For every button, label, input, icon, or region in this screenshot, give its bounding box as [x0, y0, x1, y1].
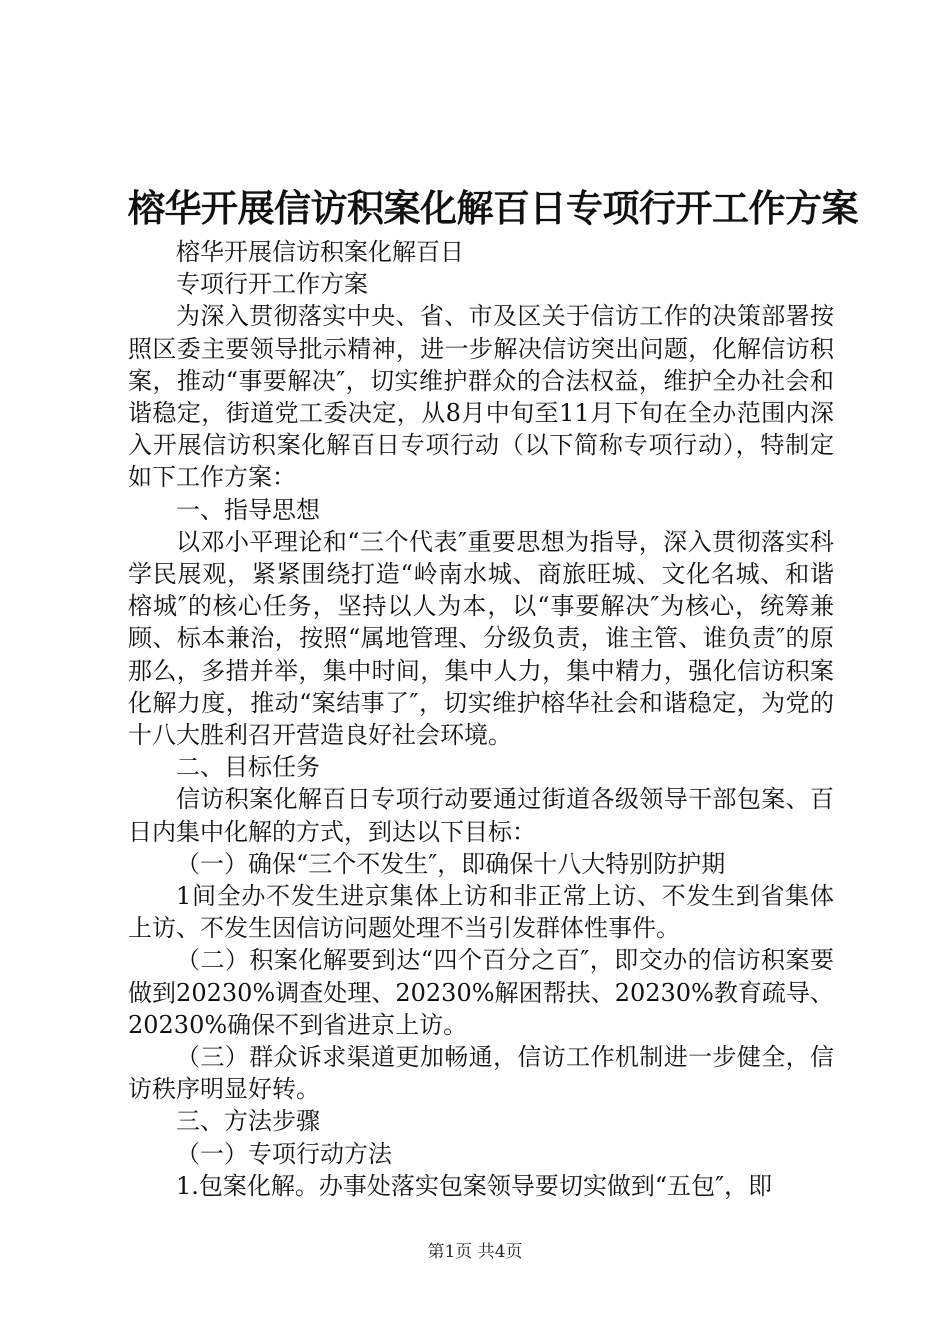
guiding-thought-paragraph: 以邓小平理论和“三个代表″重要思想为指导，深入贯彻落实科学民展观，紧紧围绕打造“岭南水城、商旅旺城、文化名城、和谐榕城″的核心任务，坚持以人为本，以“事要解决″为核心，统筹兼顾、标本兼治，按照“属地管理、分级负责，谁主管、谁负责″的原那么，多措并举，集中时间，集中人力，集中精力，强化信访积案化解力度，推动“案结事了″，切实维护榕华社会和谐稳定，为党的十八大胜利召开营造良好社会环境。: [128, 527, 834, 750]
goal-item-1-continued: 1间全办不发生进京集体上访和非正常上访、不发生到省集体上访、不发生因信访问题处理不当引发群体性事件。: [128, 882, 834, 943]
goal-item-2: （二）积案化解要到达“四个百分之百″，即交办的信访积案要做到20230%调查处理、20230%解困帮扶、20230%教育疏导、20230%确保不到省进京上访。: [128, 946, 834, 1039]
document-title: 榕华开展信访积案化解百日专项行开工作方案: [128, 187, 858, 230]
goal-item-1: （一）确保“三个不发生″，即确保十八大特别防护期: [176, 849, 726, 878]
method-item-1: 1.包案化解。办事处落实包案领导要切实做到“五包″，即: [176, 1171, 773, 1200]
goal-item-3: （三）群众诉求渠道更加畅通，信访工作机制进一步健全，信访秩序明显好转。: [128, 1043, 834, 1104]
section-heading-methods: 三、方法步骤: [176, 1107, 320, 1136]
page-number-footer: 第1页 共4页: [427, 1242, 523, 1262]
intro-paragraph: 为深入贯彻落实中央、省、市及区关于信访工作的决策部署按照区委主要领导批示精神，进一步解决信访突出问题，化解信访积案，推动“事要解决″，切实维护群众的合法权益，维护全办社会和谐稳定，街道党工委决定，从8月中旬至11月下旬在全办范围内深入开展信访积案化解百日专项行动（以下简称专项行动），特制定如下工作方案：: [128, 302, 834, 492]
goals-paragraph: 信访积案化解百日专项行动要通过街道各级领导干部包案、百日内集中化解的方式，到达以下目标：: [128, 785, 834, 846]
section-heading-guiding-thought: 一、指导思想: [176, 495, 320, 524]
subtitle-line-1: 榕华开展信访积案化解百日: [176, 238, 464, 266]
section-heading-goals: 二、目标任务: [176, 753, 320, 782]
subsection-heading-action-methods: （一）专项行动方法: [176, 1139, 392, 1168]
document-body: [128, 236, 834, 1202]
subtitle-line-2: 专项行开工作方案: [176, 270, 368, 299]
